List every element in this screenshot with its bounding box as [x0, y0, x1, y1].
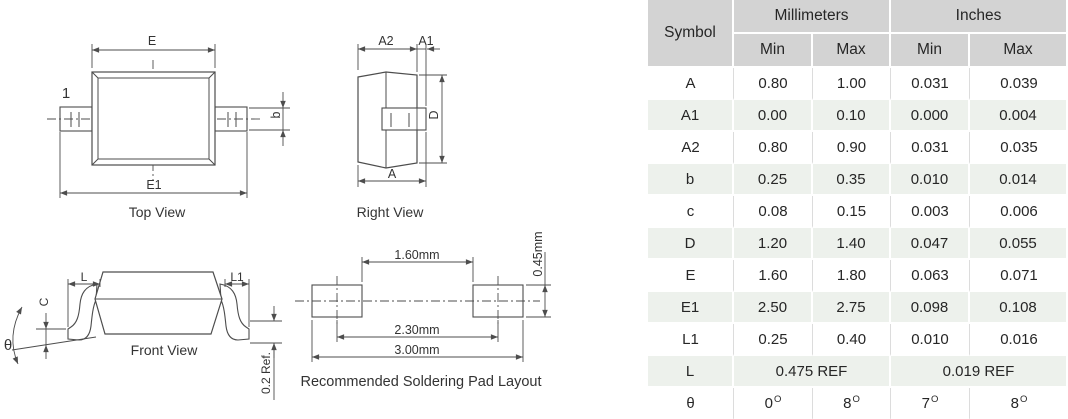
value-cell: 1.40: [813, 228, 891, 260]
table-row-theta: [648, 388, 1068, 419]
front-lead-left: [68, 284, 97, 340]
header-millimeters: Millimeters: [734, 0, 891, 34]
top-view-body: [92, 72, 215, 165]
dim-label-height: 0.45mm: [531, 231, 545, 277]
value-cell: 0.039: [970, 68, 1068, 100]
pad-layout-drawing: [295, 231, 551, 390]
right-view-drawing: [357, 34, 447, 220]
value-cell: 0.08: [734, 196, 813, 228]
right-view-lead: [382, 108, 426, 130]
value-cell: 0.047: [891, 228, 970, 260]
header-symbol: Symbol: [648, 0, 734, 68]
value-cell: 1.60: [734, 260, 813, 292]
dim-label-a1: A1: [418, 34, 434, 48]
dim-label-center: 2.30mm: [394, 323, 440, 337]
value-cell: 0.000: [891, 100, 970, 132]
table-row: [648, 100, 1068, 132]
value-cell: 0.25: [734, 324, 813, 356]
dim-label-theta: θ: [3, 337, 13, 354]
value-cell: 0.10: [813, 100, 891, 132]
top-view-drawing: [47, 34, 290, 220]
value-cell: 0.40: [813, 324, 891, 356]
front-view-label: Front View: [130, 342, 198, 358]
value-cell: 2.75: [813, 292, 891, 324]
symbol-cell: E1: [648, 292, 734, 324]
table-row: [648, 292, 1068, 324]
table-row: [648, 164, 1068, 196]
value-cell: 0.80: [734, 68, 813, 100]
symbol-cell: b: [648, 164, 734, 196]
value-cell: 0.071: [970, 260, 1068, 292]
symbol-cell: L: [648, 356, 734, 388]
pad-layout-label: Recommended Soldering Pad Layout: [300, 374, 542, 390]
dim-label-e: E: [147, 34, 157, 48]
symbol-cell: θ: [648, 388, 734, 419]
dim-label-ref: 0.2 Ref.: [259, 351, 273, 395]
symbol-cell: A2: [648, 132, 734, 164]
table-row: [648, 132, 1068, 164]
degree-sup: O: [773, 393, 782, 405]
right-view-label: Right View: [356, 204, 424, 220]
value-cell: $7^O$: [891, 388, 970, 419]
dim-label-inner: 1.60mm: [394, 248, 440, 262]
top-view-label: Top View: [128, 204, 186, 220]
dim-label-a: A: [387, 167, 397, 181]
value-cell: 1.20: [734, 228, 813, 260]
degree-sup: O: [852, 393, 860, 405]
value-cell: 0.006: [970, 196, 1068, 228]
value-cell: 0.108: [970, 292, 1068, 324]
table-row: [648, 260, 1068, 292]
table-row: [648, 196, 1068, 228]
symbol-cell: L1: [648, 324, 734, 356]
value-cell: 0.00: [734, 100, 813, 132]
header-inches: Inches: [891, 0, 1068, 34]
dim-label-b: b: [269, 111, 283, 119]
table-row: [648, 228, 1068, 260]
value-cell: 0.010: [891, 324, 970, 356]
symbol-cell: A1: [648, 100, 734, 132]
value-cell: 1.80: [813, 260, 891, 292]
symbol-cell: E: [648, 260, 734, 292]
pad-centerlines: [295, 276, 540, 326]
value-cell: 0.010: [891, 164, 970, 196]
value-cell: 0.004: [970, 100, 1068, 132]
table-header: [648, 0, 1068, 68]
value-cell: $0^O$: [734, 388, 813, 419]
header-mm-max: Max: [813, 34, 891, 68]
value-cell: 0.15: [813, 196, 891, 228]
front-view-body: [95, 272, 222, 334]
dim-label-l: L: [80, 270, 88, 284]
value-cell: 0.098: [891, 292, 970, 324]
value-cell: 0.90: [813, 132, 891, 164]
value-cell: 0.25: [734, 164, 813, 196]
value-cell: 0.35: [813, 164, 891, 196]
dimensions-table: [648, 0, 1068, 419]
table-row-ref: [648, 356, 1068, 388]
symbol-cell: A: [648, 68, 734, 100]
symbol-cell: D: [648, 228, 734, 260]
dim-label-d: D: [427, 110, 441, 120]
dim-label-c: C: [37, 297, 51, 307]
front-lead-right: [220, 284, 249, 340]
front-view-drawing: [4, 270, 282, 400]
value-cell: $8^O$: [813, 388, 891, 419]
table-row: [648, 68, 1068, 100]
header-in-min: Min: [891, 34, 970, 68]
header-mm-min: Min: [734, 34, 813, 68]
value-cell: 0.016: [970, 324, 1068, 356]
value-cell: 0.031: [891, 132, 970, 164]
table-row: [648, 324, 1068, 356]
value-cell: 1.00: [813, 68, 891, 100]
degree-sup: O: [930, 393, 939, 405]
value-cell: 0.063: [891, 260, 970, 292]
dim-c-lines: [36, 313, 66, 359]
value-cell: 0.003: [891, 196, 970, 228]
symbol-cell: c: [648, 196, 734, 228]
value-cell-mm-ref: 0.475 REF: [734, 356, 891, 388]
value-cell: 0.055: [970, 228, 1068, 260]
degree-sup: O: [1019, 393, 1028, 405]
value-cell: 0.80: [734, 132, 813, 164]
dim-label-l1: L1: [230, 270, 244, 284]
value-cell: 0.031: [891, 68, 970, 100]
dim-label-a2: A2: [378, 34, 394, 48]
value-cell: $8^O$: [970, 388, 1068, 419]
value-cell-in-ref: 0.019 REF: [891, 356, 1068, 388]
value-cell: 2.50: [734, 292, 813, 324]
pin1-marker: 1: [61, 85, 71, 102]
dim-label-e1: E1: [146, 178, 162, 192]
dim-label-outer: 3.00mm: [394, 343, 440, 357]
value-cell: 0.014: [970, 164, 1068, 196]
value-cell: 0.035: [970, 132, 1068, 164]
header-in-max: Max: [970, 34, 1068, 68]
